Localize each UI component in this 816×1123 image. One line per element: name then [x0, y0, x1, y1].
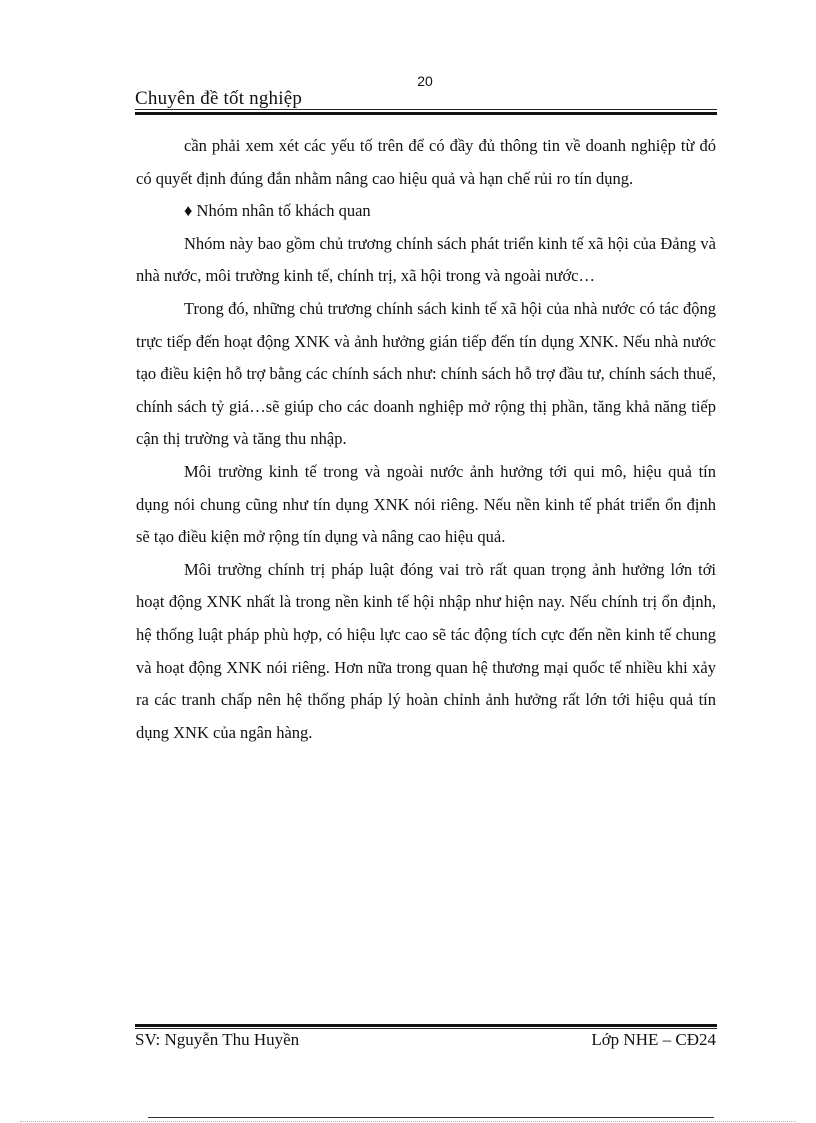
header-title: Chuyên đề tốt nghiệp	[135, 88, 303, 109]
footer-student: SV: Nguyễn Thu Huyền	[135, 1030, 300, 1049]
paragraph: cần phải xem xét các yếu tố trên để có đầy đủ thông tin về doanh nghiệp từ đó có quyết định đúng đắn nhằm nâng cao hiệu quả và hạn chế rủi ro tín dụng.	[136, 136, 716, 188]
footer-rule-thin	[135, 1028, 717, 1029]
body-text	[136, 130, 716, 749]
header-rule-thick	[135, 112, 717, 115]
paragraph: Nhóm này bao gồm chủ trương chính sách phát triển kinh tế xã hội của Đảng và nhà nước, môi trường kinh tế, chính trị, xã hội trong và ngoài nước…	[136, 233, 716, 286]
page-number: 20	[417, 73, 433, 89]
paragraph: Trong đó, những chủ trương chính sách kinh tế xã hội của nhà nước có tác động trực tiếp đến hoạt động XNK và ảnh hưởng gián tiếp đến tín dụng XNK. Nếu nhà nước tạo điều kiện hỗ trợ bằng các chính sách như: chính sách hỗ trợ đầu tư, chính sách thuế, chính sách tỷ giá…sẽ giúp cho các doanh nghiệp mở rộng thị phần, tăng khả năng tiếp cận thị trường và tăng thu nhập.	[136, 298, 716, 449]
dotted-line	[20, 1121, 796, 1122]
header-rule-thin	[135, 109, 717, 110]
bottom-line	[148, 1117, 714, 1118]
bullet-heading: ♦ Nhóm nhân tố khách quan	[184, 201, 371, 221]
footer-class: Lớp NHE – CĐ24	[591, 1030, 716, 1049]
paragraph: Môi trường kinh tế trong và ngoài nước ảnh hưởng tới qui mô, hiệu quả tín dụng nói chung cũng như tín dụng XNK nói riêng. Nếu nền kinh tế phát triển ổn định sẽ tạo điều kiện mở rộng tín dụng và nâng cao hiệu quả.	[136, 461, 716, 547]
footer-rule-thick	[135, 1024, 717, 1027]
paragraph: Môi trường chính trị pháp luật đóng vai trò rất quan trọng ảnh hưởng lớn tới hoạt động XNK nhất là trong nền kinh tế hội nhập như hiện nay. Nếu chính trị ổn định, hệ thống luật pháp phù hợp, có hiệu lực cao sẽ tác động tích cực đến nền kinh tế chung và hoạt động XNK nói riêng. Hơn nữa trong quan hệ thương mại quốc tế nhiều khi xảy ra các tranh chấp nên hệ thống pháp lý hoàn chỉnh ảnh hưởng rất lớn tới hiệu quả tín dụng XNK của ngân hàng.	[136, 559, 716, 742]
